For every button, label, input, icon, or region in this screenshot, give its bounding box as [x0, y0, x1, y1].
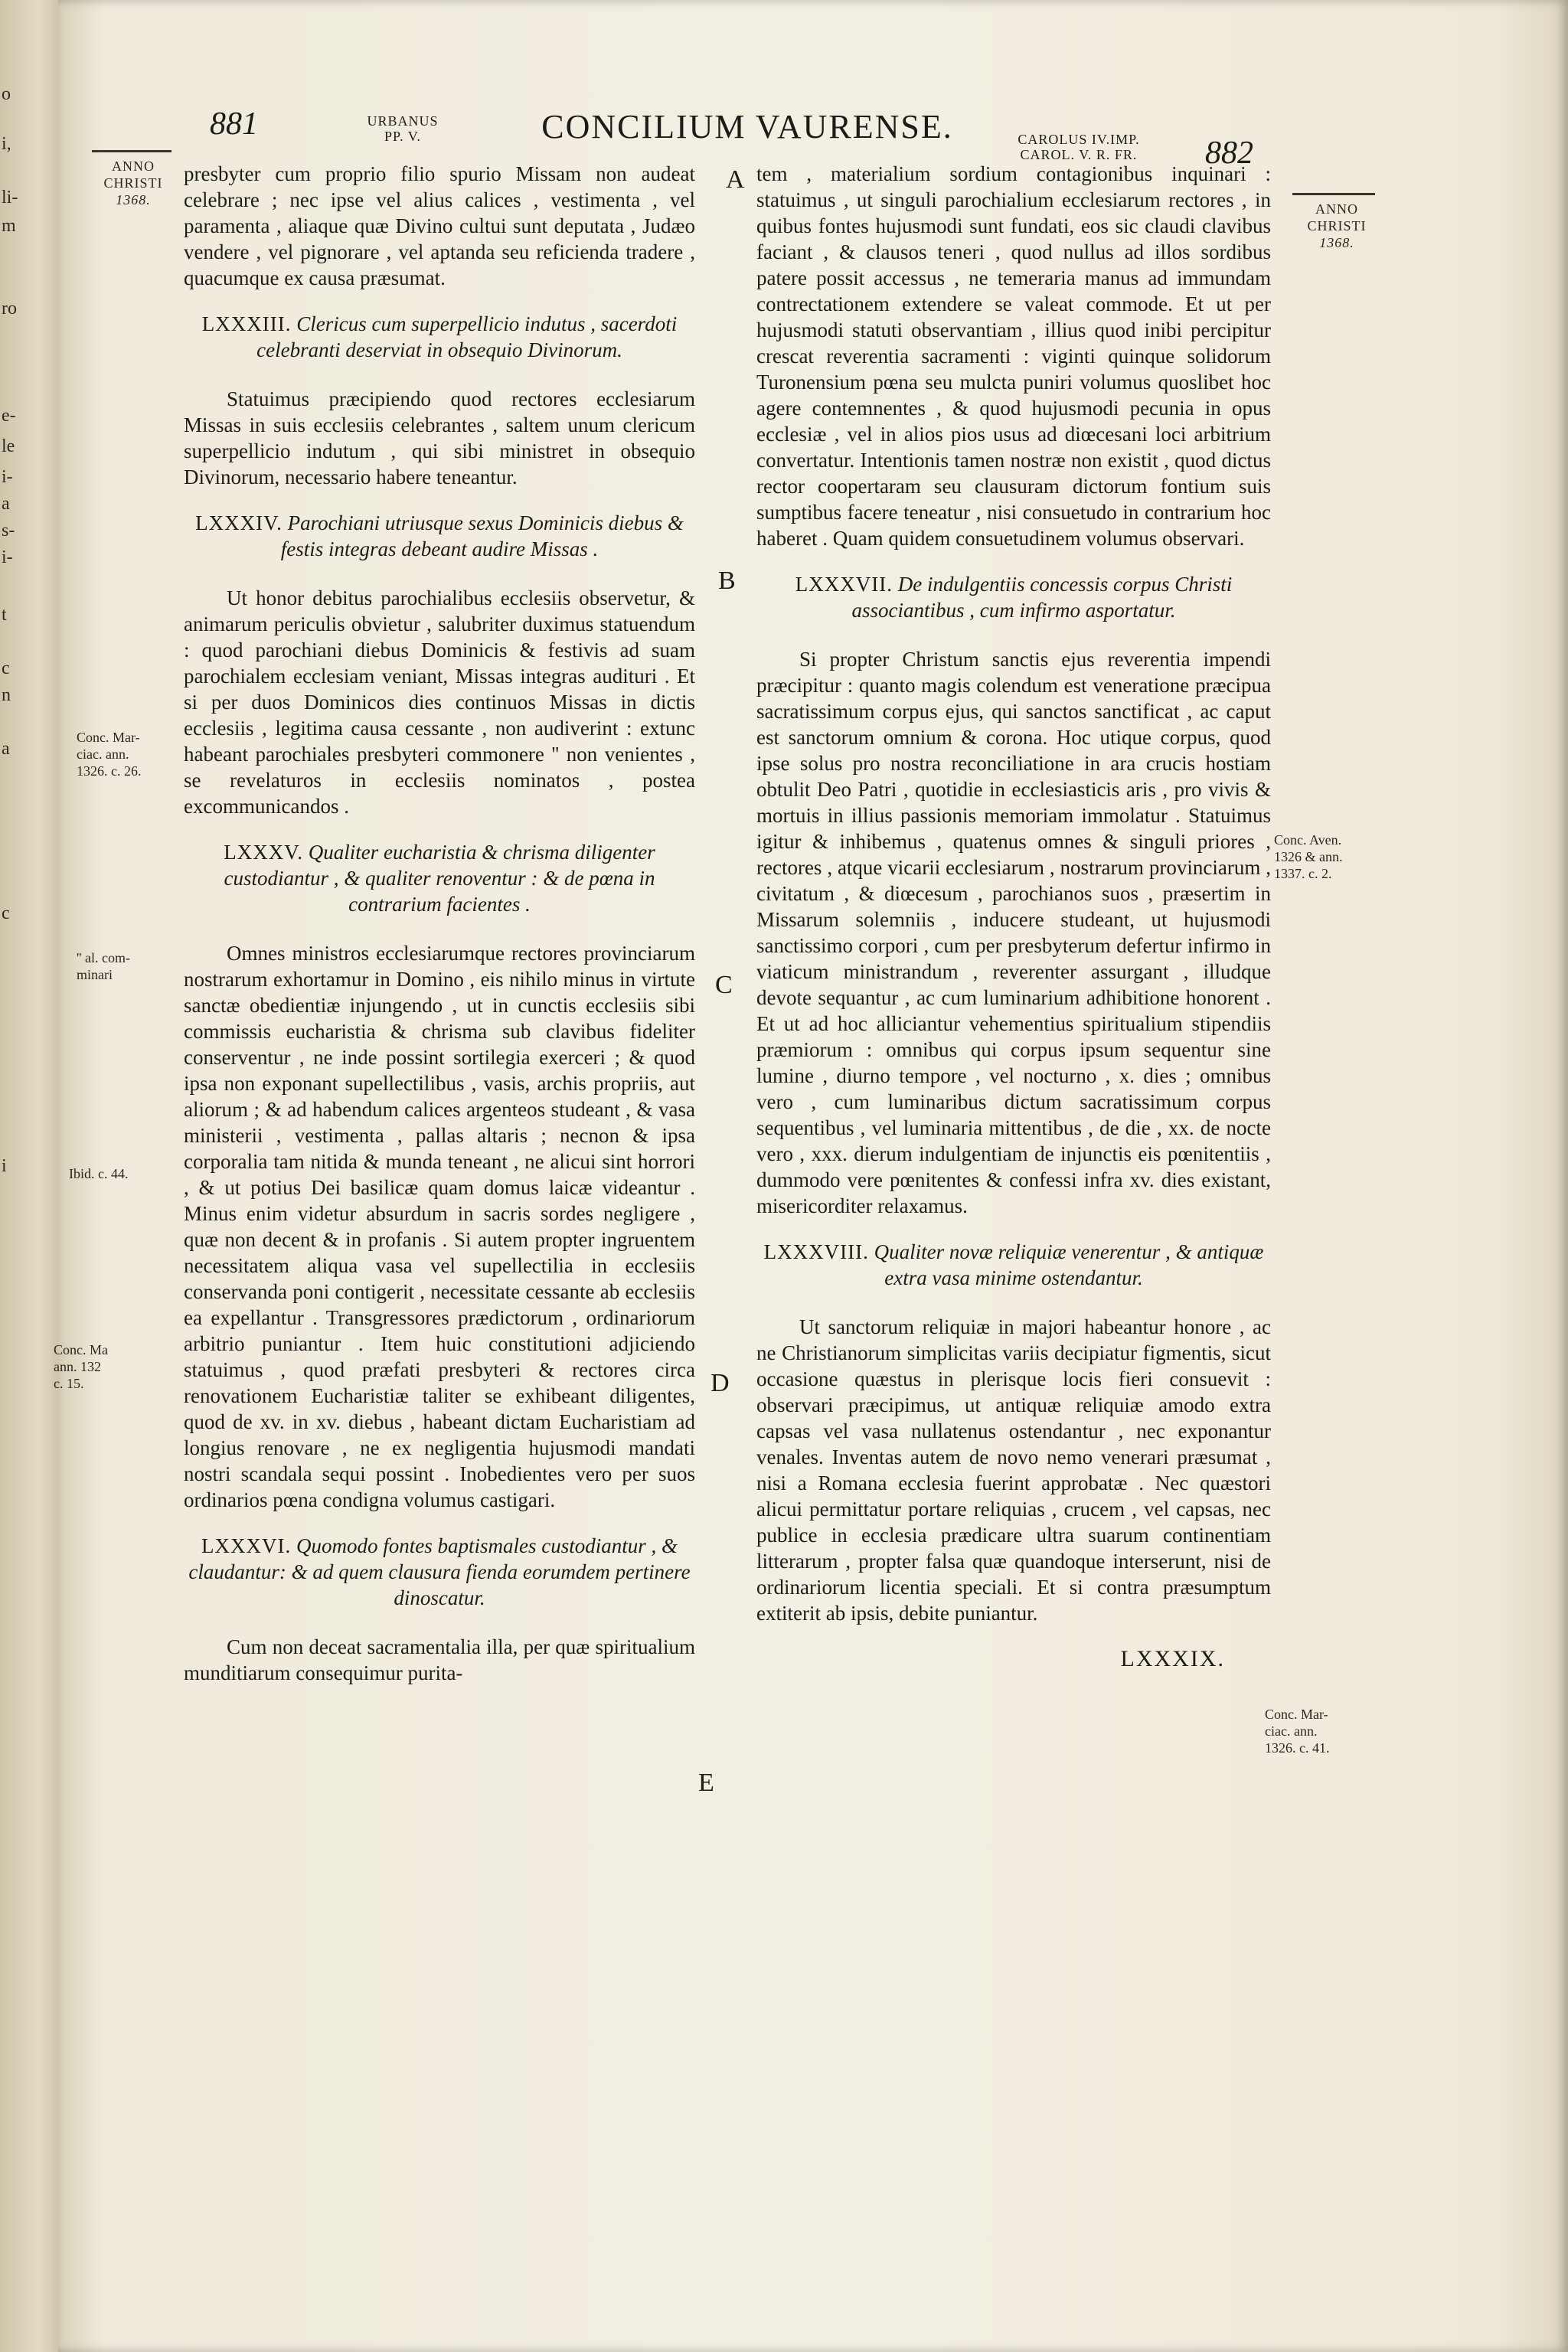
- section-letter: B: [718, 567, 736, 595]
- chapter-title: Quomodo fontes baptismales custodiantur , & claudantur: & ad quem clausura fienda eorumdem pertinere dinoscatur.: [188, 1534, 691, 1609]
- paragraph: Statuimus præcipiendo quod rectores ecclesiarum Missas in suis ecclesiis celebrantes , saltem unum clericum superpellicio indutum , qui sibi ministret in obsequio Divinorum, necessario habere teneantur.: [184, 387, 695, 488]
- paragraph: tem , materialium sordium contagionibus inquinari : statuimus , ut singuli parochialium ecclesiarum rectores , in quibus fontes hujusmodi sunt fundati, eos sic claudi clavibus faciant , & clausos teneri , quod nullus ad illos sordibus patere possit accessus , ne temeraria manus ad immundam contrectationem extendere se valeat commode. Et ut per hujusmodi statuti observantiam , illius quod inibi percipitur crescat reverentia sacramenti : viginti quinque solidorum Turonensium pœna seu mulcta puniri volumus quoslibet hoc agere contemnentes , & quod hujusmodi pecunia in opus ecclesiæ , vel in alios pios usus ad diœcesani loci arbitrium convertatur. Intentionis tamen nostræ non existit , quod dictus rector coopertaram seu clausuram dictorum fontium suis sumptibus facere teneatur , nisi consuetudo in contrarium hoc haberet . Quam quidem consuetudinem volumus observari.: [756, 162, 1271, 550]
- margin-note-line: 1337. c. 2.: [1274, 866, 1332, 881]
- edge-fragment: s-: [2, 521, 15, 541]
- edge-fragment: li-: [2, 188, 18, 207]
- edge-fragment: o: [2, 84, 11, 104]
- edge-fragment: m: [2, 216, 16, 236]
- edge-fragment: c: [2, 658, 10, 678]
- margin-note-line: Conc. Aven.: [1274, 832, 1342, 848]
- margin-note-line: c. 15.: [54, 1376, 84, 1391]
- year-note-rule-right: [1292, 193, 1375, 195]
- right-text-column: [756, 161, 1271, 1672]
- chapter-number: LXXXIII.: [201, 312, 292, 335]
- year-note-line: CHRISTI: [1307, 218, 1367, 234]
- margin-note-line: ciac. ann.: [77, 746, 129, 762]
- left-page-number: 881: [210, 106, 258, 142]
- edge-fragment: c: [2, 903, 10, 923]
- year-note-line: 1368.: [1319, 235, 1354, 250]
- chapter-number: LXXXVIII.: [763, 1240, 869, 1263]
- catchword: LXXXIX.: [1120, 1646, 1225, 1671]
- margin-note-line: minari: [77, 967, 113, 982]
- paragraph: Ut honor debitus parochialibus ecclesiis observetur, & animarum periculis obvietur , salubriter duximus statuendum : quod parochiani diebus Dominicis & festivis ad suam parochialem ecclesiam veniant, Missas integras audituri . Et si per duos Dominicos dies continuos Missas in dictis ecclesiis , legitima causa cessante , non audiverint : extunc habeant parochiales presbyteri commonere '' non venientes , se revelaturos in ecclesiis nominatos , postea excommunicandos .: [184, 586, 695, 818]
- margin-note-left-3: [69, 1165, 153, 1182]
- edge-fragment: n: [2, 685, 11, 705]
- margin-note-line: ciac. ann.: [1265, 1723, 1318, 1739]
- margin-note-left-1: [77, 729, 161, 779]
- edge-fragment: i,: [2, 134, 11, 154]
- edge-fragment: ro: [2, 299, 17, 318]
- chapter-heading: [184, 1533, 695, 1611]
- margin-note-line: 1326 & ann.: [1274, 849, 1343, 864]
- margin-note-line: Ibid. c. 44.: [69, 1166, 129, 1181]
- year-note-left: [86, 158, 181, 208]
- paragraph: Ut sanctorum reliquiæ in majori habeantur honore , ac ne Christianorum simplicitas variis decipiatur figmentis, sicut occasione quæstus in plerisque locis fieri consuevit : observari præcipimus, ut antiquæ reliquiæ amodo extra capsas vel vasa nullatenus ostendantur , nec exponantur venales. Inventas autem de novo nemo venerari præsumat , nisi a Romana ecclesia fuerint approbatæ . Nec quæstori alicui permittatur portare reliquias , crucem , vel capsas, nec publice in ecclesia prædicare ultra suarum continentiam litterarum , propter falsa quæ quandoque interserunt, nisi de ordinariorum licentia speciali. Et si contra præsumptum extiterit ab ipsis, debite puniantur.: [756, 1315, 1271, 1625]
- edge-fragment: i-: [2, 547, 13, 567]
- paragraph: presbyter cum proprio filio spurio Missam non audeat celebrare ; nec ipse vel alius calices , vestimenta , vel paramenta , aliaque quæ Divino cultui sunt deputata , Judæo vendere , vel pignorare , vel aptanda seu reficienda tradere , quacumque ex causa præsumat.: [184, 162, 695, 289]
- right-tag-line: CAROLUS IV.IMP.: [1018, 132, 1140, 147]
- chapter-title: Qualiter eucharistia & chrisma diligenter custodiantur , & qualiter renoventur : & de pœna in contrarium facientes .: [224, 841, 655, 916]
- paragraph: Cum non deceat sacramentalia illa, per quæ spiritualium munditiarum consequimur purita-: [184, 1635, 695, 1684]
- edge-fragment: le: [2, 436, 15, 456]
- year-note-line: 1368.: [116, 192, 151, 207]
- edge-fragment: a: [2, 739, 10, 759]
- chapter-heading: [756, 571, 1271, 623]
- year-note-rule-left: [92, 150, 172, 152]
- chapter-title: De indulgentiis concessis corpus Christi associantibus , cum infirmo asportatur.: [851, 573, 1233, 622]
- margin-note-line: 1326. c. 26.: [77, 763, 142, 779]
- margin-note-right-2: [1265, 1706, 1372, 1756]
- section-letter: C: [715, 971, 733, 999]
- section-letter: D: [710, 1369, 730, 1397]
- margin-note-line: '' al. com-: [77, 950, 130, 965]
- year-note-line: CHRISTI: [103, 175, 163, 191]
- chapter-number: LXXXVII.: [795, 573, 893, 596]
- chapter-number: LXXXV.: [224, 841, 304, 864]
- margin-note-right-1: [1274, 831, 1381, 882]
- edge-fragment: i-: [2, 467, 13, 487]
- edge-fragment: i: [2, 1156, 7, 1176]
- chapter-heading: [184, 311, 695, 363]
- paragraph: Omnes ministros ecclesiarumque rectores provinciarum nostrarum exhortamur in Domino , eis nihilo minus in virtute sanctæ obedientiæ injungendo , ut in cunctis ecclesiis sibi commissis eucharistia & chrisma sub clavibus fideliter conserventur , ne inde possint sortilegia exerceri ; & quod ipsa non exponant supellectilibus , vasis, archis propriis, aut aliorum ; & ad habendum calices argenteos studeant , & vasa ministerii , vestimenta , pallas altaris ; necnon & ipsa corporalia tam nitida & munda teneant , ne alicui sint horrori , & ut potius Dei basilicæ quam domus laicæ videantur . Minus enim videtur absurdum in sacris sordes negligere , quæ non decent & in profanis . Si autem propter ingruentem necessitatem aliqua vasa vel supellectilia in ecclesiis conservanda poni contigerit , necessitate cessante ab ecclesiis ea expellantur . Transgressores prædictorum , ordinariorum arbitrio puniantur . Item huic constitutioni adjiciendo statuimus , quod præfati presbyteri & rectores circa renovationem Eucharistiæ taliter se exhibeant diligentes, quod de xv. in xv. diebus , habeant dictam Eucharistiam ad longius renovare , ne ex negligentia hujusmodi mandati nostri scandala sequi possint . Inobedientes vero per suos ordinarios pœna condigna volumus castigari.: [184, 942, 695, 1511]
- margin-note-line: Conc. Mar-: [77, 730, 140, 745]
- year-note-right: [1289, 201, 1384, 251]
- adjacent-page-edge: [0, 0, 64, 2352]
- chapter-title: Qualiter novæ reliquiæ venerentur , & antiquæ extra vasa minime ostendantur.: [874, 1240, 1264, 1289]
- left-text-column: [184, 161, 695, 1706]
- right-tag-line: CAROL. V. R. FR.: [1020, 147, 1138, 162]
- edge-fragment: e-: [2, 406, 16, 426]
- left-tag-line: URBANUS: [367, 113, 439, 129]
- margin-note-line: Conc. Mar-: [1265, 1707, 1328, 1722]
- margin-note-left-2: [77, 949, 161, 983]
- margin-note-line: 1326. c. 41.: [1265, 1740, 1330, 1756]
- left-running-tag: [349, 113, 456, 144]
- edge-fragment: t: [2, 605, 7, 625]
- section-letter: A: [726, 165, 745, 194]
- edge-fragment: a: [2, 494, 10, 514]
- running-title: CONCILIUM VAURENSE.: [541, 108, 953, 145]
- left-tag-line: PP. V.: [384, 129, 421, 144]
- chapter-heading: [184, 510, 695, 562]
- section-letter: E: [698, 1769, 714, 1797]
- right-page-number: 882: [1205, 136, 1253, 171]
- paragraph: Si propter Christum sanctis ejus reverentia impendi præcipitur : quanto magis colendum est veneratione præcipua sacratissimum corpus ejus, qui sanctos sanctificat , ac caput est sanctorum omnium & corona. Hoc utique corpus, quod ipse solus pro nostra reconciliatione in ara crucis hostiam obtulit Deo Patri , quotidie in ecclesiasticis aris , pro vivis & mortuis in illius passionis memoriam immolatur . Statuimus igitur & inhibemus , quatenus omnes & singuli priores , rectores , atque vicarii ecclesiarum , nostrarum provinciarum , civitatum , & diœcesum , parochianos suos , præsertim in Missarum solemniis , inducere studeant, ut hujusmodi sanctissimo corpori , cum per presbyterum defertur infirmo in viaticum ministrandum , reverenter assurgant , illudque devote sequantur , ac cum luminarium adhibitione honorent . Et ut ad hoc alliciantur vehementius spiritualium stipendiis præmiorum : omnibus qui corpus ipsum sequentur sine lumine , diurno tempore , vel nocturno , x. dies ; omnibus vero , cum luminaribus dictum sacratissimum corpus sequentibus , vel luminaria mittentibus , de die , xx. de nocte vero , xxx. dierum indulgentiam de injunctis eis pœnitentiis , dummodo vere pœnitentes & confessi infra xv. dies existant, misericorditer relaxamus.: [756, 648, 1271, 1217]
- chapter-number: LXXXVI.: [201, 1534, 292, 1557]
- book-page: [54, 0, 1568, 2352]
- margin-note-line: ann. 132: [54, 1359, 101, 1374]
- margin-note-left-4: [54, 1341, 122, 1392]
- chapter-number: LXXXIV.: [195, 511, 283, 534]
- chapter-title: Parochiani utriusque sexus Dominicis diebus & festis integras debeant audire Missas .: [280, 511, 684, 560]
- year-note-line: ANNO: [112, 158, 155, 174]
- year-note-line: ANNO: [1315, 201, 1358, 217]
- chapter-heading: [756, 1239, 1271, 1291]
- chapter-heading: [184, 839, 695, 917]
- chapter-title: Clericus cum superpellicio indutus , sacerdoti celebranti deserviat in obsequio Divinorum.: [256, 312, 678, 361]
- margin-note-line: Conc. Ma: [54, 1342, 108, 1357]
- right-running-tag: [991, 132, 1167, 162]
